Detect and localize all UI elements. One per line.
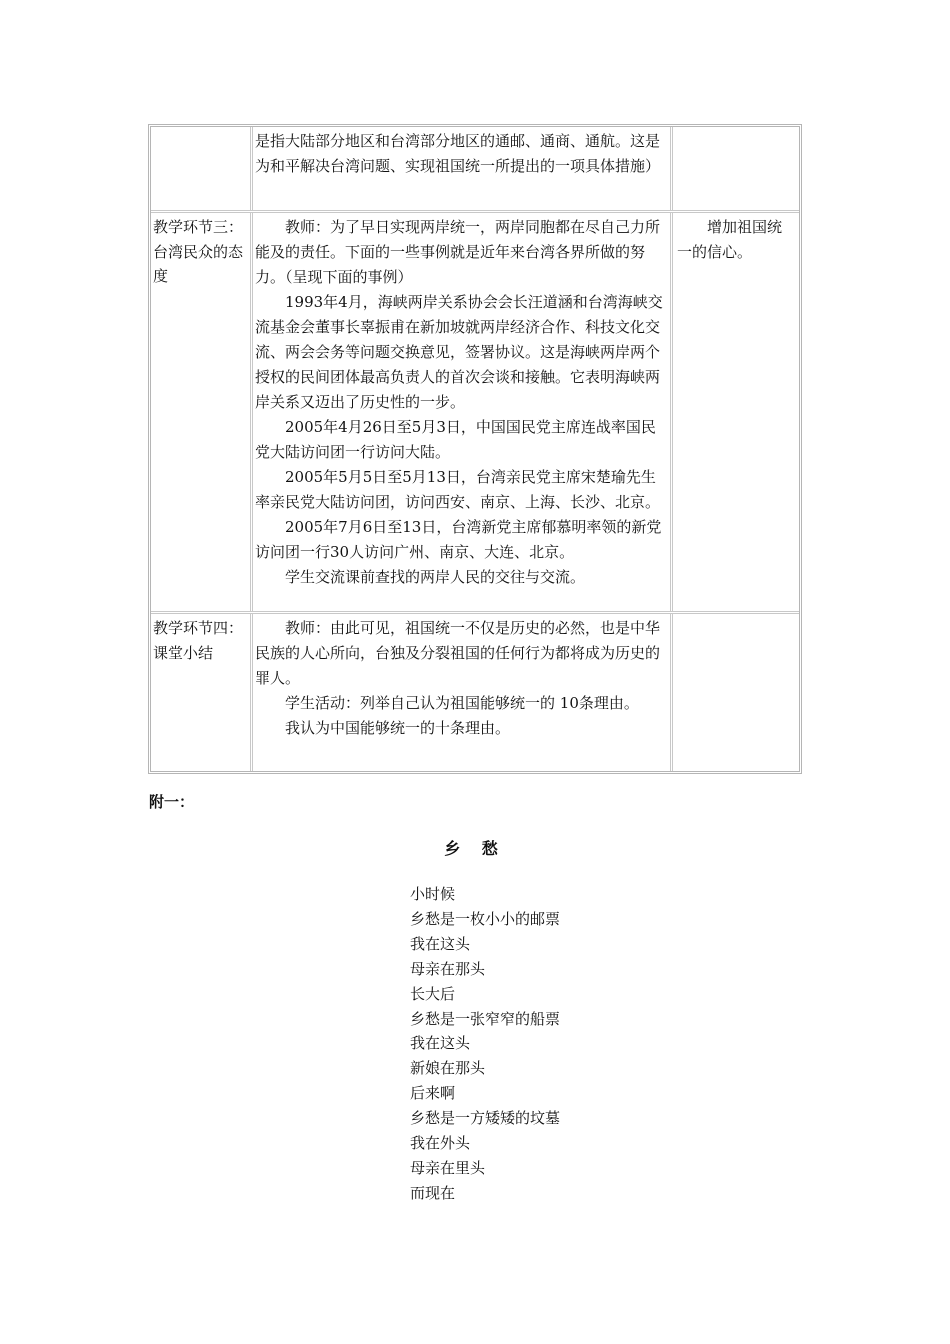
- purpose-cell: [673, 127, 799, 210]
- content-cell: [253, 614, 673, 771]
- content-cell: [253, 213, 673, 611]
- poem-line: 我在这头: [410, 934, 471, 953]
- poem-line: 后来啊: [410, 1084, 456, 1103]
- poem-line: 小时候: [410, 885, 456, 903]
- appendix-heading: 附一：: [149, 793, 195, 811]
- poem-line: 母亲在那头: [410, 959, 486, 978]
- paragraph: 我认为中国能够统一的十条理由。: [285, 719, 511, 737]
- poem-line: 乡愁是一方矮矮的坟墓: [410, 1109, 561, 1128]
- poem-line: 而现在: [410, 1183, 456, 1202]
- paragraph: 2005年5月5日至5月13日，台湾亲民党主席宋楚瑜先生率亲民党大陆访问团，访问西安、南京、上海、长沙、北京。: [255, 468, 661, 511]
- paragraph: 教师：由此可见，祖国统一不仅是历史的必然，也是中华民族的人心所向，台独及分裂祖国的任何行为都将成为历史的罪人。: [255, 619, 661, 687]
- table-row: [151, 614, 799, 771]
- poem-line: 长大后: [410, 984, 456, 1003]
- content-cell: [253, 127, 673, 210]
- purpose-cell: [673, 614, 799, 771]
- poem-line: 乡愁是一枚小小的邮票: [410, 909, 561, 928]
- paragraph: 学生活动：列举自己认为祖国能够统一的 10条理由。: [285, 694, 639, 712]
- poem-body: [410, 882, 560, 1206]
- paragraph: 2005年7月6日至13日，台湾新党主席郁慕明率领的新党访问团一行30人访问广州、南京、大连、北京。: [255, 518, 662, 561]
- table-row: [151, 213, 799, 614]
- poem-line: 母亲在里头: [410, 1158, 486, 1177]
- poem-title: 乡 愁: [444, 839, 506, 858]
- paragraph: 是指大陆部分地区和台湾部分地区的通邮、通商、通航。这是为和平解决台湾问题、实现祖国统一所提出的一项具体措施）: [255, 132, 661, 175]
- paragraph: 教师：为了早日实现两岸统一，两岸同胞都在尽自己力所能及的责任。下面的一些事例就是近年来台湾各界所做的努力。（呈现下面的事例）: [255, 218, 661, 286]
- stage-cell: 教学环节四：课堂小结: [151, 614, 253, 771]
- poem-line: 新娘在那头: [410, 1059, 486, 1078]
- table-row: [151, 127, 799, 213]
- stage-cell: 教学环节三：台湾民众的态度: [151, 213, 253, 611]
- paragraph: 2005年4月26日至5月3日，中国国民党主席连战率国民党大陆访问团一行访问大陆。: [255, 418, 656, 461]
- purpose-cell: 增加祖国统一的信心。: [677, 218, 783, 261]
- poem-line: 我在外头: [410, 1134, 471, 1153]
- paragraph: 1993年4月，海峡两岸关系协会会长汪道涵和台湾海峡交流基金会董事长辜振甫在新加坡就两岸经济合作、科技文化交流、两会会务等问题交换意见，签署协议。这是海峡两岸两个授权的民间团体最高负责人的首次会谈和接触。它表明海峡两岸关系又迈出了历史性的一步。: [255, 293, 663, 411]
- lesson-plan-table: [148, 124, 802, 774]
- paragraph: 学生交流课前查找的两岸人民的交往与交流。: [285, 568, 586, 586]
- poem-line: 乡愁是一张窄窄的船票: [410, 1009, 561, 1028]
- stage-cell: [151, 127, 253, 210]
- poem-line: 我在这头: [410, 1034, 471, 1053]
